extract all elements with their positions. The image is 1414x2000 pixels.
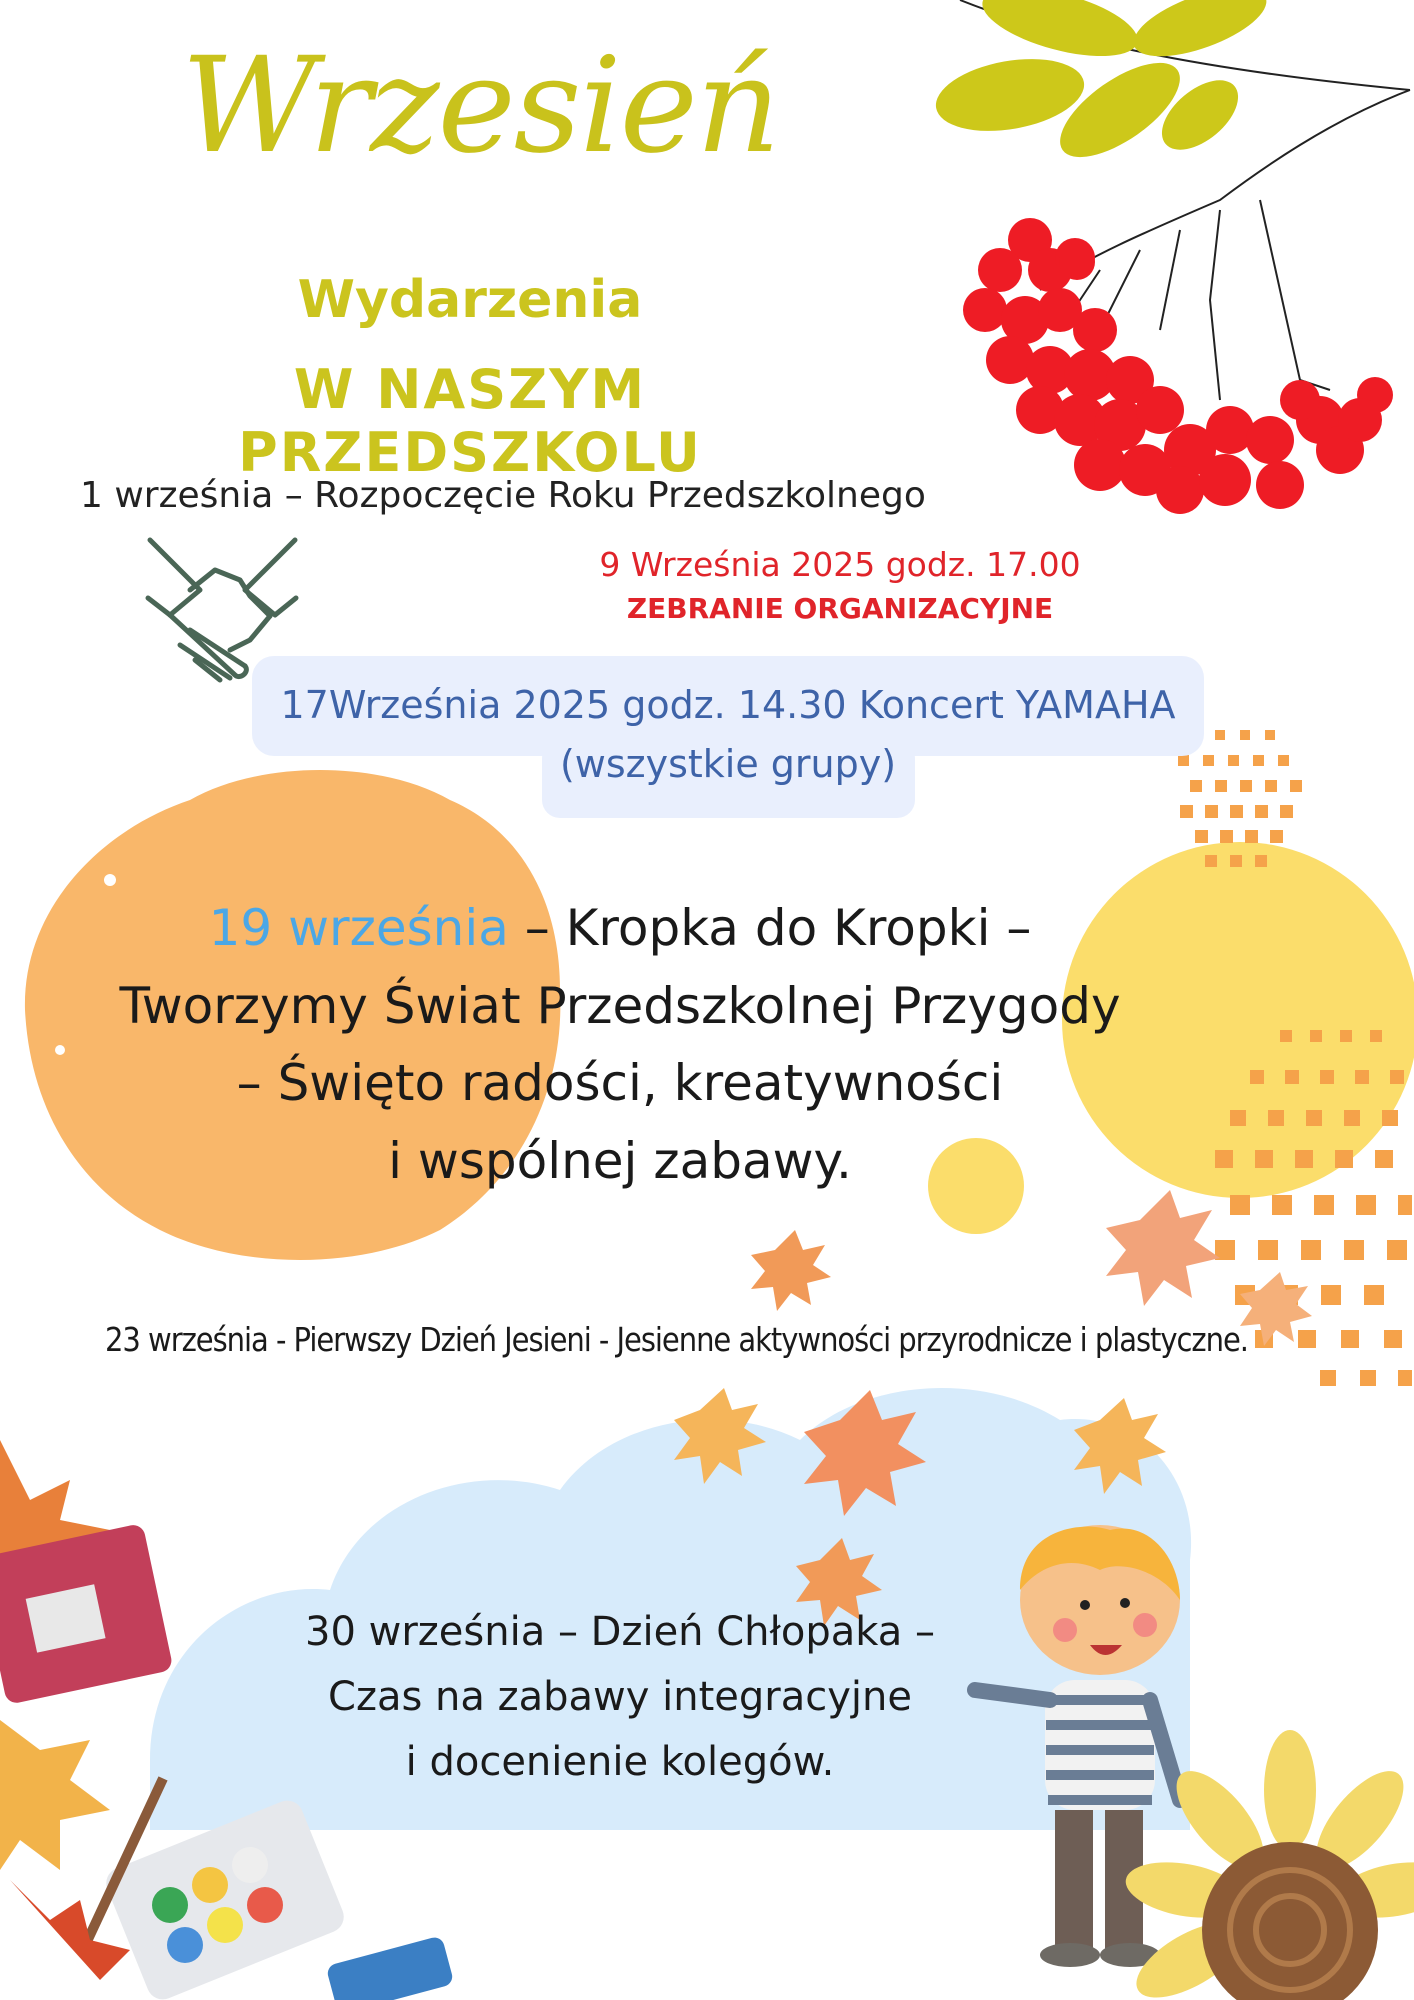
event-sept-9-title: ZEBRANIE ORGANIZACYJNE xyxy=(626,592,1054,626)
event-sept-30-line3: i docenienie kolegów. xyxy=(405,1738,835,1785)
event-sept-9 xyxy=(560,544,1120,626)
event-sept-19 xyxy=(40,890,1200,1200)
subtitle-in-our-preschool: W NASZYM PRZEDSZKOLU xyxy=(238,358,702,484)
page-title: Wrzesień xyxy=(181,29,779,183)
event-sept-19-line3: – Święto radości, kreatywności xyxy=(236,1054,1004,1112)
rowan-berries xyxy=(963,218,1393,514)
event-sept-9-date: 9 Września 2025 godz. 17.00 xyxy=(599,545,1081,584)
event-sept-30-line2: Czas na zabawy integracyjne xyxy=(328,1673,912,1720)
event-sept-1: 1 września – Rozpoczęcie Roku Przedszkolnego xyxy=(80,475,926,516)
event-sept-19-title: – Kropka do Kropki – xyxy=(508,899,1032,957)
event-sept-30-line1: 30 września – Dzień Chłopaka – xyxy=(305,1609,935,1655)
event-sept-23: 23 września - Pierwszy Dzień Jesieni - Jesienne aktywności przyrodnicze i plastyczne. xyxy=(105,1320,1248,1359)
olive-leaves-branch xyxy=(930,0,1410,175)
event-sept-17 xyxy=(252,676,1204,794)
event-sept-17-line1: 17Września 2025 godz. 14.30 Koncert YAMAHA xyxy=(280,683,1176,727)
event-sept-17-line2: (wszystkie grupy) xyxy=(559,741,897,786)
event-sept-19-line4: i wspólnej zabawy. xyxy=(388,1131,852,1190)
event-sept-30 xyxy=(200,1600,1040,1794)
event-sept-19-line2: Tworzymy Świat Przedszkolnej Przygody xyxy=(119,976,1121,1035)
event-sept-19-date: 19 września xyxy=(208,899,509,957)
subtitle-events: Wydarzenia xyxy=(297,270,643,330)
